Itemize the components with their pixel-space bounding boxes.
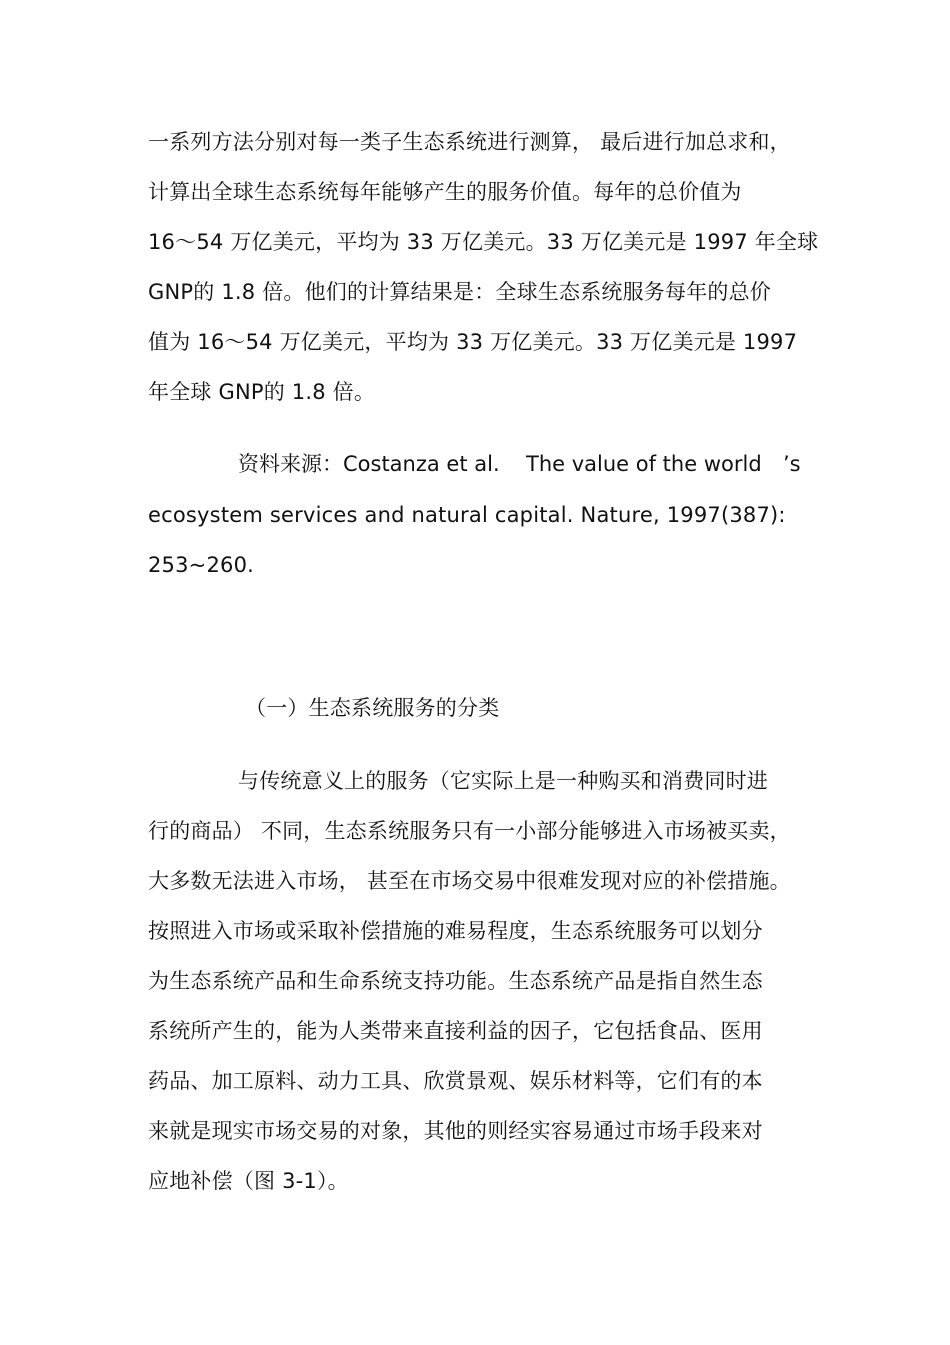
paragraph-line: 按照进入市场或采取补偿措施的难易程度，生态系统服务可以划分: [148, 919, 763, 943]
source-title: The value of the world: [526, 452, 762, 476]
paragraph-line: 年全球 GNP的 1.8 倍。: [148, 380, 376, 404]
paragraph-line: 系统所产生的，能为人类带来直接利益的因子，它包括食品、医用: [148, 1019, 763, 1043]
paragraph-line: GNP的 1.8 倍。他们的计算结果是：全球生态系统服务每年的总价: [148, 280, 771, 304]
section-heading: （一）生态系统服务的分类: [245, 696, 500, 720]
source-apostrophe: ’s: [783, 452, 801, 476]
source-line: 253~260.: [148, 553, 255, 577]
paragraph-line: 16～54 万亿美元，平均为 33 万亿美元。33 万亿美元是 1997 年全球: [148, 230, 819, 254]
source-label: 资料来源：Costanza et al.: [238, 452, 500, 476]
paragraph-line: 一系列方法分别对每一类子生态系统进行测算， 最后进行加总求和，: [148, 130, 791, 154]
paragraph-line: 与传统意义上的服务（它实际上是一种购买和消费同时进: [238, 769, 768, 793]
paragraph-line: 计算出全球生态系统每年能够产生的服务价值。每年的总价值为: [148, 180, 742, 204]
paragraph-line: 值为 16～54 万亿美元，平均为 33 万亿美元。33 万亿美元是 1997: [148, 330, 798, 354]
source-line: ecosystem services and natural capital. Nature, 1997(387):: [148, 503, 786, 527]
paragraph-line: 大多数无法进入市场， 甚至在市场交易中很难发现对应的补偿措施。: [148, 869, 791, 893]
paragraph-line: 行的商品） 不同，生态系统服务只有一小部分能够进入市场被买卖，: [148, 819, 791, 843]
paragraph-line: 药品、加工原料、动力工具、欣赏景观、娱乐材料等，它们有的本: [148, 1069, 763, 1093]
paragraph-line: 为生态系统产品和生命系统支持功能。生态系统产品是指自然生态: [148, 969, 763, 993]
paragraph-line: 来就是现实市场交易的对象，其他的则经实容易通过市场手段来对: [148, 1119, 763, 1143]
paragraph-line: 应地补偿（图 3-1）。: [148, 1169, 349, 1193]
